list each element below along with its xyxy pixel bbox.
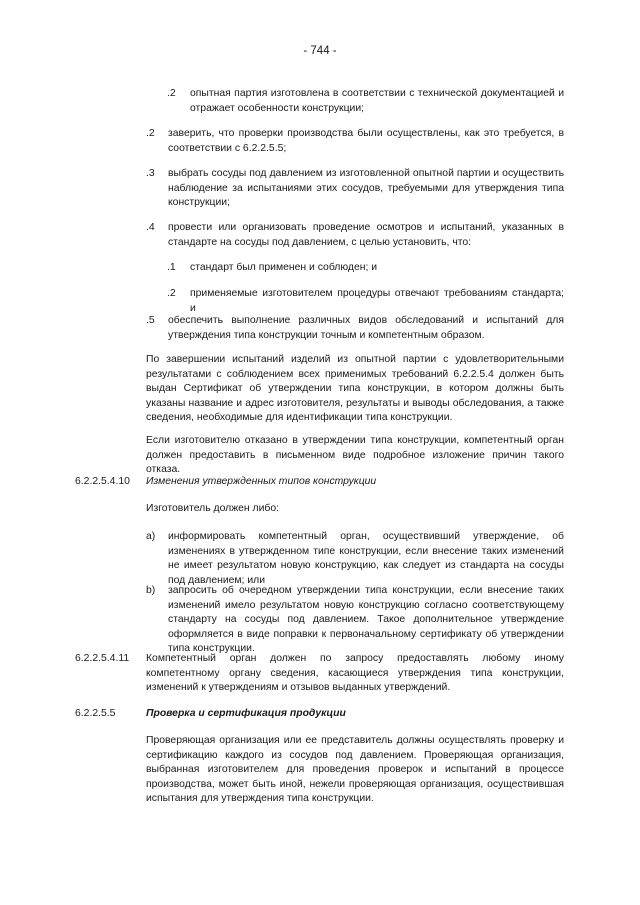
list-item-text: запросить об очередном утверждении типа конструкции, если внесение таких изменений имело результатом новую конструкцию согласно соответствующему стандарту на сосуды под давлением. Такое дополнительное утверждение оформляется в виде поправки к первоначальному сертификату об утверждении типа конструкции. [168, 585, 564, 655]
paragraph: Изготовитель должен либо: [146, 503, 280, 514]
list-marker: .5 [146, 315, 155, 326]
list-marker: .2 [167, 88, 176, 99]
list-marker: .2 [146, 128, 155, 139]
paragraph: Компетентный орган должен по запросу предоставлять любому иному компетентному органу сведения, касающиеся утверждения типа конструкции, изменений к утверждениям и отзывов выданных утверждений. [146, 653, 564, 694]
section-number: 6.2.2.5.4.11 [75, 653, 130, 664]
section-number: 6.2.2.5.4.10 [75, 476, 130, 487]
list-item-text: применяемые изготовителем процедуры отвечают требованиям стандарта; и [190, 288, 564, 314]
list-item-text: информировать компетентный орган, осуществивший утверждение, об изменениях в утвержденном типе конструкции, если внесение таких изменений не имеет результатом новую конструкцию, как следует из стандарта на сосуды под давлением; или [168, 531, 564, 586]
paragraph: По завершении испытаний изделий из опытной партии с удовлетворительными результатами с соблюдением всех применимых требований 6.2.2.5.4 должен быть выдан Сертификат об утверждении типа конструкции, в котором должны быть указаны название и адрес изготовителя, результаты и выводы обследования, а также сведения, необходимые для идентификации типа конструкции. [146, 354, 564, 424]
list-marker: .4 [146, 222, 155, 233]
list-item-text: выбрать сосуды под давлением из изготовленной опытной партии и осуществить наблюдение за испытаниями этих сосудов, требуемыми для утверждения типа конструкции; [168, 168, 564, 209]
list-item-text: заверить, что проверки производства были осуществлены, как это требуется, в соответствии с 6.2.2.5.5; [168, 128, 564, 154]
list-marker: .3 [146, 168, 155, 179]
list-marker: a) [146, 531, 156, 542]
list-marker: b) [146, 585, 156, 596]
section-title: Проверка и сертификация продукции [146, 708, 346, 719]
paragraph: Если изготовителю отказано в утверждении типа конструкции, компетентный орган должен предоставить в письменном виде подробное изложение причин такого отказа. [146, 435, 564, 476]
section-number: 6.2.2.5.5 [75, 708, 116, 719]
paragraph: Проверяющая организация или ее представитель должны осуществлять проверку и сертификацию каждого из сосудов под давлением. Проверяющая организация, выбранная изготовителем для проведения проверок и испытаний в процессе производства, может быть иной, нежели проверяющая организация, осуществившая испытания для утверждения типа конструкции. [146, 735, 564, 805]
section-title: Изменения утвержденных типов конструкции [146, 476, 377, 487]
list-item-text: провести или организовать проведение осмотров и испытаний, указанных в стандарте на сосуды под давлением, с целью установить, что: [168, 222, 564, 248]
list-item-text: опытная партия изготовлена в соответствии с технической документацией и отражает особенности конструкции; [190, 88, 564, 114]
page-number: - 744 - [303, 45, 337, 57]
list-marker: .2 [167, 288, 176, 299]
list-marker: .1 [167, 262, 176, 273]
list-item-text: стандарт был применен и соблюден; и [190, 262, 378, 273]
list-item-text: обеспечить выполнение различных видов обследований и испытаний для утверждения типа конструкции точным и компетентным образом. [168, 315, 564, 341]
